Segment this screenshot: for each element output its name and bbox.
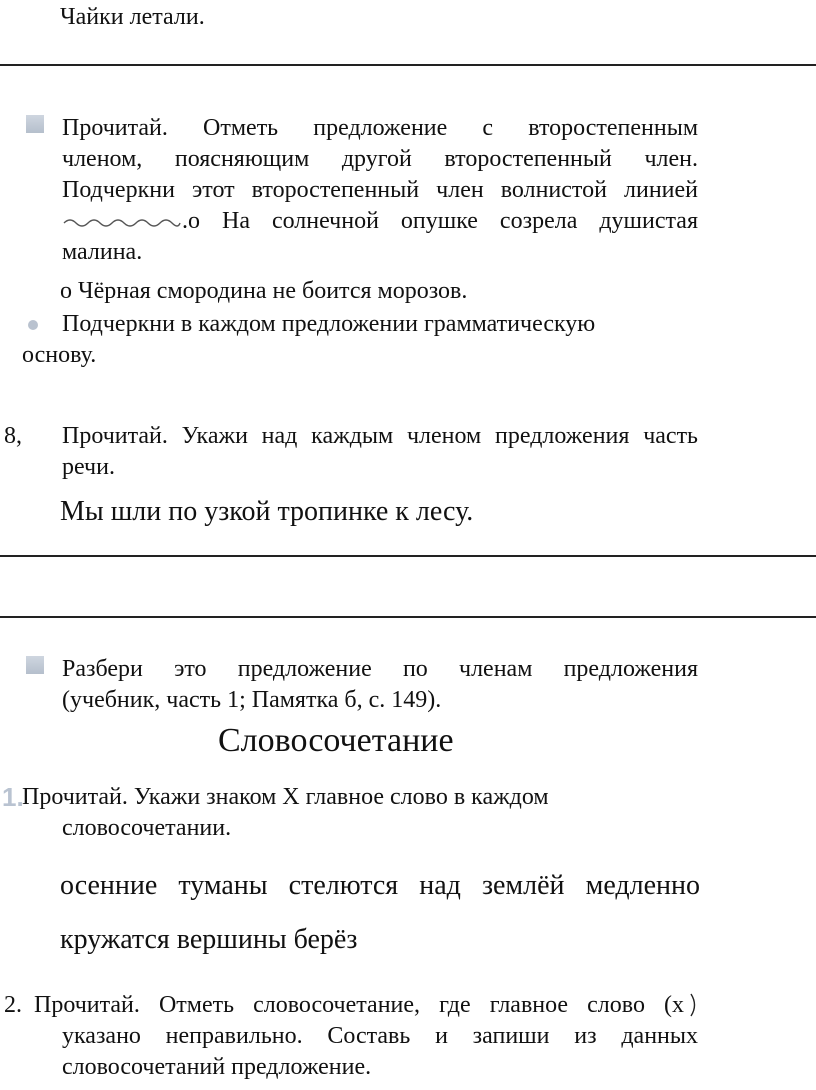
task-underline [62,113,698,268]
sentence-smorodina: о Чёрная смородина не боится морозов. [60,278,468,304]
task-2-line-3: словосочетаний предложение. [62,1054,372,1080]
task-underline-line-4-text: .о На солнечной опушке созрела душистая [182,208,698,234]
task-basis-line-1: Подчеркни в каждом предложении грамматическую [62,311,596,337]
phrases-line-1-text: осенние туманы стелются над землёй медленно [60,870,700,901]
section-title: Словосочетание [218,722,454,759]
task-2-rest [62,1021,698,1083]
task-2-line-1 [34,990,684,1021]
paren-close-icon [688,992,700,1018]
task-2-line-2: указано неправильно. Составь и запиши из данных [62,1023,698,1049]
round-bullet-icon [28,320,38,330]
task-8-number: 8, [4,423,22,449]
square-bullet-icon [26,115,44,133]
task-underline-line-4 [62,206,698,237]
task-underline-line-1: Прочитай. Отметь предложение с второстепенным [62,115,698,141]
task-1-line-2: словосочетании. [62,815,232,841]
task-2-line-1-text: Прочитай. Отметь словосочетание, где главное слово (х [34,992,684,1018]
task-parse-line-2: (учебник, часть 1; Памятка б, с. 149). [62,687,442,713]
task-underline-line-3: Подчеркни этот второстепенный член волнистой линией [62,177,698,203]
wavy-line-icon [62,215,182,229]
task-underline-line-5: малина. [62,239,143,265]
writing-line [0,555,816,557]
sentence-les: Мы шли по узкой тропинке к лесу. [60,496,474,527]
writing-line [0,64,816,66]
task-parse-line-1: Разбери это предложение по членам предложения [62,656,698,682]
task-8-line-2: речи. [62,454,115,480]
task-1-line-1: Прочитай. Укажи знаком Х главное слово в каждом [22,784,549,810]
task-2-number: 2. [4,992,22,1018]
task-underline-line-2: членом, поясняющим другой второстепенный член. [62,146,698,172]
task-parse [62,654,698,716]
writing-line [0,616,816,618]
task-basis-line-2: основу. [22,342,97,368]
phrases-line-2: кружатся вершины берёз [60,924,358,955]
phrases-line-1 [60,868,700,904]
task-1-number: 1. [2,782,24,812]
task-8-line-1: Прочитай. Укажи над каждым членом предложения часть [62,423,698,449]
square-bullet-icon [26,656,44,674]
task-8 [62,421,698,483]
sentence-chaiki: Чайки летали. [60,4,205,30]
